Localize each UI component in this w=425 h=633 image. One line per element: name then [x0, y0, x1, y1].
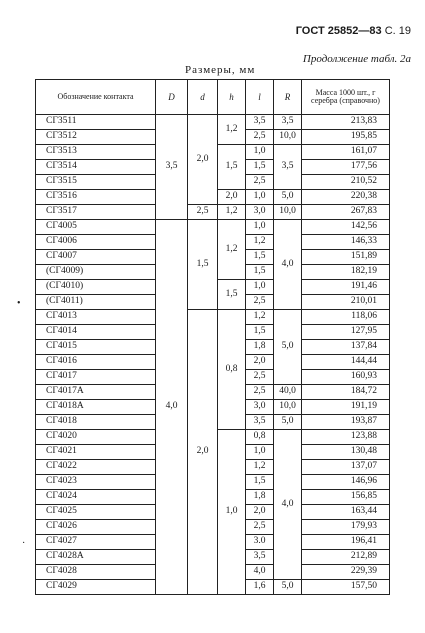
table-row: [36, 220, 390, 235]
silver-mass: 157,50: [302, 580, 390, 595]
dim-h: 1,2: [218, 220, 246, 280]
silver-mass: 196,41: [302, 535, 390, 550]
dim-R: 3,5: [274, 145, 302, 190]
dim-l: 4,0: [246, 565, 274, 580]
dim-l: 2,5: [246, 520, 274, 535]
dim-l: 1,0: [246, 280, 274, 295]
dim-l: 3,5: [246, 115, 274, 130]
dim-l: 1,8: [246, 490, 274, 505]
contact-designation: СГ4028А: [36, 550, 156, 565]
silver-mass: 142,56: [302, 220, 390, 235]
dim-R: 10,0: [274, 205, 302, 220]
col-header-D: D: [156, 80, 188, 115]
silver-mass: 267,83: [302, 205, 390, 220]
silver-mass: 191,46: [302, 280, 390, 295]
silver-mass: 146,33: [302, 235, 390, 250]
margin-mark: •: [17, 298, 21, 309]
dim-l: 2,5: [246, 370, 274, 385]
dim-h: 1,0: [218, 430, 246, 595]
dim-h: 1,2: [218, 115, 246, 145]
contact-designation: СГ3517: [36, 205, 156, 220]
dim-R: 10,0: [274, 130, 302, 145]
contact-designation: СГ4005: [36, 220, 156, 235]
contact-designation: СГ4020: [36, 430, 156, 445]
dim-l: 2,5: [246, 175, 274, 190]
silver-mass: 151,89: [302, 250, 390, 265]
contact-designation: СГ3511: [36, 115, 156, 130]
dim-R: 5,0: [274, 190, 302, 205]
silver-mass: 177,56: [302, 160, 390, 175]
dim-l: 1,0: [246, 445, 274, 460]
silver-mass: 212,89: [302, 550, 390, 565]
dim-h: 1,2: [218, 205, 246, 220]
contact-designation: СГ4027: [36, 535, 156, 550]
contact-designation: СГ4018А: [36, 400, 156, 415]
contact-designation: СГ4017А: [36, 385, 156, 400]
table-header-row: [36, 80, 390, 115]
dim-D: 3,5: [156, 115, 188, 220]
dim-l: 1,2: [246, 235, 274, 250]
dim-l: 3,0: [246, 205, 274, 220]
silver-mass: 156,85: [302, 490, 390, 505]
dim-l: 1,0: [246, 220, 274, 235]
col-header-h: h: [218, 80, 246, 115]
silver-mass: 144,44: [302, 355, 390, 370]
gost-number: ГОСТ 25852—83: [295, 25, 382, 37]
col-header-mass: Масса 1000 шт., г серебра (справочно): [302, 80, 390, 115]
contact-designation: СГ4013: [36, 310, 156, 325]
dim-d: 1,5: [188, 220, 218, 310]
dim-l: 3,5: [246, 550, 274, 565]
dim-l: 1,5: [246, 325, 274, 340]
silver-mass: 210,01: [302, 295, 390, 310]
silver-mass: 146,96: [302, 475, 390, 490]
silver-mass: 210,52: [302, 175, 390, 190]
silver-mass: 182,19: [302, 265, 390, 280]
silver-mass: 123,88: [302, 430, 390, 445]
contact-designation: СГ4024: [36, 490, 156, 505]
silver-mass: 193,87: [302, 415, 390, 430]
dim-R: 40,0: [274, 385, 302, 400]
contact-designation: СГ3516: [36, 190, 156, 205]
dim-d: 2,5: [188, 205, 218, 220]
col-header-R: R: [274, 80, 302, 115]
dim-l: 2,5: [246, 385, 274, 400]
dim-l: 1,5: [246, 265, 274, 280]
col-header-name: Обозначение контакта: [36, 80, 156, 115]
silver-mass: 184,72: [302, 385, 390, 400]
col-header-l: l: [246, 80, 274, 115]
dim-l: 2,0: [246, 505, 274, 520]
contact-designation: СГ3515: [36, 175, 156, 190]
dim-R: 5,0: [274, 580, 302, 595]
page-number: С. 19: [384, 25, 411, 37]
contact-designation: (СГ4009): [36, 265, 156, 280]
silver-mass: 137,07: [302, 460, 390, 475]
dim-R: 5,0: [274, 310, 302, 385]
dim-l: 1,6: [246, 580, 274, 595]
contact-designation: СГ4017: [36, 370, 156, 385]
silver-mass: 161,07: [302, 145, 390, 160]
contact-designation: СГ4026: [36, 520, 156, 535]
contact-designation: СГ4022: [36, 460, 156, 475]
dim-R: 4,0: [274, 220, 302, 310]
page-header: [296, 25, 411, 37]
dim-l: 1,8: [246, 340, 274, 355]
contact-designation: СГ3513: [36, 145, 156, 160]
silver-mass: 213,83: [302, 115, 390, 130]
dim-R: 3,5: [274, 115, 302, 130]
contact-designation: (СГ4011): [36, 295, 156, 310]
contact-designation: СГ4016: [36, 355, 156, 370]
dim-l: 1,2: [246, 310, 274, 325]
dim-h: 2,0: [218, 190, 246, 205]
dim-h: 0,8: [218, 310, 246, 430]
silver-mass: 118,06: [302, 310, 390, 325]
contact-designation: СГ4014: [36, 325, 156, 340]
contact-designation: СГ4015: [36, 340, 156, 355]
dim-d: 2,0: [188, 310, 218, 595]
dim-l: 2,5: [246, 130, 274, 145]
dim-d: 2,0: [188, 115, 218, 205]
contact-designation: СГ4021: [36, 445, 156, 460]
dim-l: 3,5: [246, 415, 274, 430]
col-header-d: d: [188, 80, 218, 115]
dim-R: 4,0: [274, 430, 302, 580]
dim-l: 3.0: [246, 535, 274, 550]
dim-l: 1,5: [246, 250, 274, 265]
dim-h: 1,5: [218, 145, 246, 190]
dim-l: 1,0: [246, 145, 274, 160]
table-row: [36, 115, 390, 130]
dim-l: 2,0: [246, 355, 274, 370]
silver-mass: 160,93: [302, 370, 390, 385]
silver-mass: 229,39: [302, 565, 390, 580]
table-row: [36, 310, 390, 325]
dim-R: 5,0: [274, 415, 302, 430]
contact-designation: (СГ4010): [36, 280, 156, 295]
silver-mass: 163,44: [302, 505, 390, 520]
table-body: [36, 115, 390, 595]
contact-designation: СГ4018: [36, 415, 156, 430]
contact-designation: СГ4006: [36, 235, 156, 250]
contact-designation: СГ4029: [36, 580, 156, 595]
dim-l: 2,5: [246, 295, 274, 310]
dim-l: 1,5: [246, 475, 274, 490]
dimensions-table: [35, 79, 390, 595]
silver-mass: 191,19: [302, 400, 390, 415]
contact-designation: СГ4007: [36, 250, 156, 265]
dim-l: 0,8: [246, 430, 274, 445]
silver-mass: 127,95: [302, 325, 390, 340]
contact-designation: СГ4023: [36, 475, 156, 490]
table-row: [36, 205, 390, 220]
dim-l: 1,2: [246, 460, 274, 475]
contact-designation: СГ3512: [36, 130, 156, 145]
continuation-note: Продолжение табл. 2а: [302, 53, 411, 65]
contact-designation: СГ4028: [36, 565, 156, 580]
silver-mass: 195,85: [302, 130, 390, 145]
dim-h: 1,5: [218, 280, 246, 310]
dim-l: 1,5: [246, 160, 274, 175]
dim-R: 10,0: [274, 400, 302, 415]
margin-mark: ·: [22, 538, 26, 549]
contact-designation: СГ3514: [36, 160, 156, 175]
dim-l: 3,0: [246, 400, 274, 415]
silver-mass: 137,84: [302, 340, 390, 355]
contact-designation: СГ4025: [36, 505, 156, 520]
silver-mass: 179,93: [302, 520, 390, 535]
table-caption: Размеры, мм: [185, 64, 256, 76]
silver-mass: 130,48: [302, 445, 390, 460]
dim-l: 1,0: [246, 190, 274, 205]
dim-D: 4,0: [156, 220, 188, 595]
silver-mass: 220,38: [302, 190, 390, 205]
